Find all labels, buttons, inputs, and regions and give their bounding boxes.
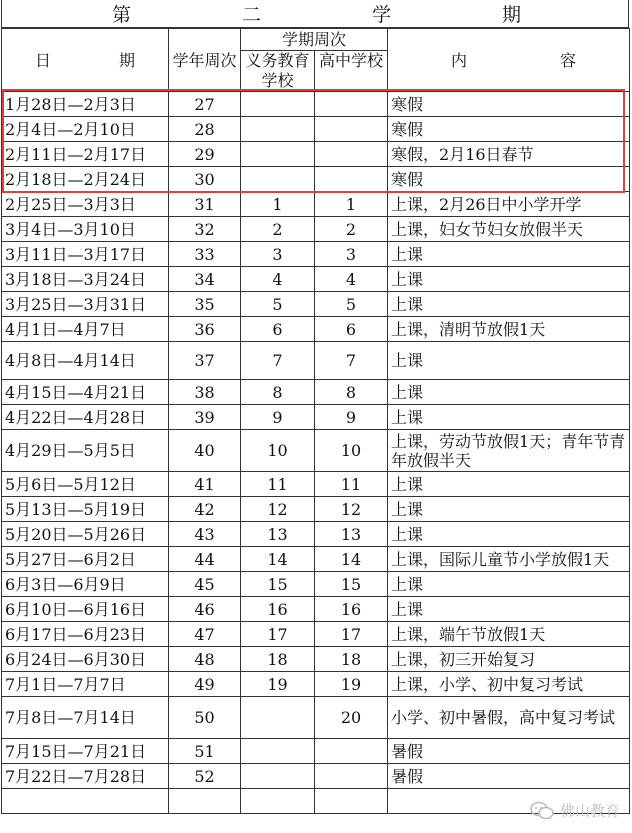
table-row (2, 167, 630, 192)
banner-char: 期 (501, 4, 523, 26)
compulsory-week-cell: 7 (241, 342, 315, 380)
content-cell: 上课 (388, 342, 630, 380)
content-cell: 暑假 (388, 764, 630, 789)
date-cell: 4月8日—4月14日 (2, 342, 169, 380)
calendar-body (2, 92, 630, 814)
date-cell: 5月13日—5月19日 (2, 497, 169, 522)
school-week-cell: 47 (169, 622, 241, 647)
high-school-week-cell: 19 (315, 672, 388, 697)
date-cell: 1月28日—2月3日 (2, 92, 169, 117)
content-cell: 上课，小学、初中复习考试 (388, 672, 630, 697)
table-row (2, 572, 630, 597)
compulsory-week-cell (241, 117, 315, 142)
compulsory-week-cell: 18 (241, 647, 315, 672)
date-cell: 4月15日—4月21日 (2, 380, 169, 405)
compulsory-week-cell: 13 (241, 522, 315, 547)
school-week-cell: 31 (169, 192, 241, 217)
header-content: 内 容 (388, 29, 630, 92)
compulsory-week-cell: 19 (241, 672, 315, 697)
compulsory-week-cell: 6 (241, 317, 315, 342)
high-school-week-cell (315, 92, 388, 117)
content-cell: 上课，劳动节放假1天；青年节青年放假半天 (388, 430, 630, 472)
table-row (2, 547, 630, 572)
content-cell: 小学、初中暑假，高中复习考试 (388, 697, 630, 739)
compulsory-week-cell (241, 739, 315, 764)
school-week-cell: 37 (169, 342, 241, 380)
compulsory-week-cell: 14 (241, 547, 315, 572)
school-week-cell: 42 (169, 497, 241, 522)
table-row (2, 405, 630, 430)
table-row (2, 267, 630, 292)
content-cell: 寒假 (388, 92, 630, 117)
school-week-cell: 32 (169, 217, 241, 242)
compulsory-week-cell: 5 (241, 292, 315, 317)
content-cell: 上课，国际儿童节小学放假1天 (388, 547, 630, 572)
table-row (2, 117, 630, 142)
semester-banner (1, 0, 629, 28)
content-cell: 上课，端午节放假1天 (388, 622, 630, 647)
high-school-week-cell: 18 (315, 647, 388, 672)
content-cell: 寒假，2月16日春节 (388, 142, 630, 167)
compulsory-week-cell: 1 (241, 192, 315, 217)
date-cell: 2月25日—3月3日 (2, 192, 169, 217)
content-cell: 上课，清明节放假1天 (388, 317, 630, 342)
high-school-week-cell: 12 (315, 497, 388, 522)
date-cell: 6月24日—6月30日 (2, 647, 169, 672)
table-row (2, 622, 630, 647)
high-school-week-cell: 7 (315, 342, 388, 380)
date-cell: 2月18日—2月24日 (2, 167, 169, 192)
content-cell: 寒假 (388, 117, 630, 142)
school-week-cell: 45 (169, 572, 241, 597)
table-row (2, 739, 630, 764)
high-school-week-cell: 20 (315, 697, 388, 739)
watermark (530, 800, 620, 821)
high-school-week-cell (315, 739, 388, 764)
high-school-week-cell: 11 (315, 472, 388, 497)
school-week-cell: 36 (169, 317, 241, 342)
high-school-week-cell: 6 (315, 317, 388, 342)
date-cell: 3月25日—3月31日 (2, 292, 169, 317)
high-school-week-cell: 17 (315, 622, 388, 647)
header-high-school: 高中学校 (315, 51, 388, 92)
high-school-week-cell: 4 (315, 267, 388, 292)
date-cell: 7月1日—7月7日 (2, 672, 169, 697)
high-school-week-cell: 13 (315, 522, 388, 547)
header-compulsory-school: 义务教育学校 (241, 51, 315, 92)
date-cell: 4月22日—4月28日 (2, 405, 169, 430)
content-cell: 上课 (388, 497, 630, 522)
compulsory-week-cell (241, 92, 315, 117)
school-week-cell: 39 (169, 405, 241, 430)
content-cell: 上课，初三开始复习 (388, 647, 630, 672)
high-school-week-cell: 10 (315, 430, 388, 472)
school-week-cell: 30 (169, 167, 241, 192)
compulsory-week-cell: 15 (241, 572, 315, 597)
date-cell: 6月10日—6月16日 (2, 597, 169, 622)
content-cell: 上课，妇女节妇女放假半天 (388, 217, 630, 242)
table-row (2, 522, 630, 547)
compulsory-week-cell: 12 (241, 497, 315, 522)
school-week-cell: 50 (169, 697, 241, 739)
high-school-week-cell (315, 142, 388, 167)
school-week-cell: 44 (169, 547, 241, 572)
high-school-week-cell: 5 (315, 292, 388, 317)
school-week-cell (169, 789, 241, 814)
table-row (2, 764, 630, 789)
date-cell: 5月20日—5月26日 (2, 522, 169, 547)
header-school-week: 学年周次 (169, 29, 241, 92)
semester-calendar (1, 0, 629, 814)
content-cell: 上课 (388, 572, 630, 597)
table-row (2, 317, 630, 342)
compulsory-week-cell (241, 789, 315, 814)
high-school-week-cell: 16 (315, 597, 388, 622)
date-cell: 7月15日—7月21日 (2, 739, 169, 764)
table-row (2, 142, 630, 167)
table-row (2, 192, 630, 217)
school-week-cell: 35 (169, 292, 241, 317)
date-cell (2, 789, 169, 814)
high-school-week-cell (315, 764, 388, 789)
school-week-cell: 51 (169, 739, 241, 764)
school-week-cell: 40 (169, 430, 241, 472)
date-cell: 6月3日—6月9日 (2, 572, 169, 597)
date-cell: 7月22日—7月28日 (2, 764, 169, 789)
table-row (2, 217, 630, 242)
date-cell: 3月18日—3月24日 (2, 267, 169, 292)
header-term-week: 学期周次 (241, 29, 388, 51)
content-cell: 上课 (388, 522, 630, 547)
school-week-cell: 33 (169, 242, 241, 267)
content-cell: 上课 (388, 242, 630, 267)
table-row (2, 380, 630, 405)
compulsory-week-cell (241, 167, 315, 192)
calendar-table (1, 28, 630, 814)
header-date: 日 期 (2, 29, 169, 92)
table-row (2, 597, 630, 622)
school-week-cell: 34 (169, 267, 241, 292)
high-school-week-cell (315, 117, 388, 142)
school-week-cell: 41 (169, 472, 241, 497)
compulsory-week-cell (241, 764, 315, 789)
compulsory-week-cell (241, 142, 315, 167)
date-cell: 4月1日—4月7日 (2, 317, 169, 342)
content-cell: 上课 (388, 405, 630, 430)
banner-char: 二 (241, 4, 263, 26)
high-school-week-cell: 14 (315, 547, 388, 572)
table-row (2, 672, 630, 697)
date-cell: 6月17日—6月23日 (2, 622, 169, 647)
table-row (2, 497, 630, 522)
high-school-week-cell (315, 167, 388, 192)
school-week-cell: 27 (169, 92, 241, 117)
date-cell: 5月27日—6月2日 (2, 547, 169, 572)
content-cell: 上课 (388, 292, 630, 317)
high-school-week-cell: 1 (315, 192, 388, 217)
content-cell: 上课 (388, 472, 630, 497)
high-school-week-cell: 9 (315, 405, 388, 430)
school-week-cell: 28 (169, 117, 241, 142)
table-row (2, 647, 630, 672)
chat-bubble-icon (530, 801, 554, 821)
school-week-cell: 43 (169, 522, 241, 547)
compulsory-week-cell: 11 (241, 472, 315, 497)
banner-char: 第 (112, 4, 134, 26)
table-row (2, 697, 630, 739)
compulsory-week-cell: 4 (241, 267, 315, 292)
compulsory-week-cell (241, 697, 315, 739)
content-cell: 上课 (388, 597, 630, 622)
date-cell: 5月6日—5月12日 (2, 472, 169, 497)
compulsory-week-cell: 3 (241, 242, 315, 267)
content-cell: 寒假 (388, 167, 630, 192)
school-week-cell: 52 (169, 764, 241, 789)
content-cell: 上课 (388, 267, 630, 292)
table-row (2, 242, 630, 267)
compulsory-week-cell: 2 (241, 217, 315, 242)
compulsory-week-cell: 16 (241, 597, 315, 622)
school-week-cell: 48 (169, 647, 241, 672)
high-school-week-cell: 8 (315, 380, 388, 405)
table-row (2, 292, 630, 317)
date-cell: 4月29日—5月5日 (2, 430, 169, 472)
high-school-week-cell: 3 (315, 242, 388, 267)
table-row (2, 342, 630, 380)
high-school-week-cell: 2 (315, 217, 388, 242)
high-school-week-cell: 15 (315, 572, 388, 597)
date-cell: 2月11日—2月17日 (2, 142, 169, 167)
content-cell: 上课，2月26日中小学开学 (388, 192, 630, 217)
date-cell: 2月4日—2月10日 (2, 117, 169, 142)
school-week-cell: 49 (169, 672, 241, 697)
table-row (2, 472, 630, 497)
table-row (2, 430, 630, 472)
content-cell: 暑假 (388, 739, 630, 764)
date-cell: 7月8日—7月14日 (2, 697, 169, 739)
date-cell: 3月4日—3月10日 (2, 217, 169, 242)
content-cell: 上课 (388, 380, 630, 405)
banner-char: 学 (371, 4, 393, 26)
compulsory-week-cell: 17 (241, 622, 315, 647)
school-week-cell: 46 (169, 597, 241, 622)
school-week-cell: 38 (169, 380, 241, 405)
compulsory-week-cell: 9 (241, 405, 315, 430)
compulsory-week-cell: 10 (241, 430, 315, 472)
watermark-text: 佛山教育 (559, 802, 620, 820)
high-school-week-cell (315, 789, 388, 814)
date-cell: 3月11日—3月17日 (2, 242, 169, 267)
table-row (2, 92, 630, 117)
school-week-cell: 29 (169, 142, 241, 167)
compulsory-week-cell: 8 (241, 380, 315, 405)
